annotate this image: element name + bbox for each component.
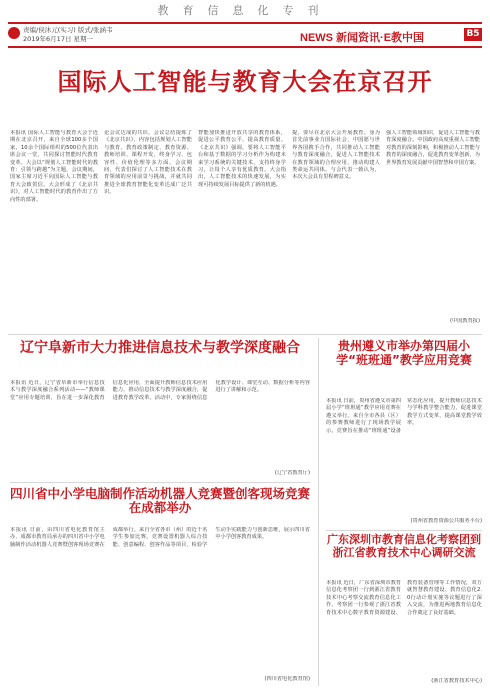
story-liaoning-headline: 辽宁阜新市大力推进信息技术与教学深度融合 (20, 340, 300, 356)
newspaper-logo-icon (8, 27, 20, 39)
column-divider (318, 338, 319, 686)
story-sichuan-headline: 四川省中小学电脑制作活动机器人竞赛暨创客现场竞赛在成都举办 (10, 486, 311, 516)
story-shenzhen-headline: 广东深圳市教育信息化考察团到浙江省教育技术中心调研交流 (327, 533, 481, 559)
lead-column-3: 智能加快推进开放共享的教育体系，促进公平教育公平，提高教育质量。《北京共识》强调，要将人工智能平台和基于数据的学习分析作为构建未来学习系统的关键技术，支持终身学习，让每个人享有优质教育。大会指出，人工智能技术的快速发展，为实现可持续发展目标提供了新的机遇。 (198, 130, 286, 188)
right-story-divider (326, 530, 482, 531)
issue-date: 2019年6月17日 星期一 (23, 35, 94, 43)
lead-column-4: 提，要尽在北京大会开展教育。身为首先前事业力国际社会，中国愿与世界各国携手合作，共同推动人工智能与教育深度融合，促进人工智能技术在教育领域的合理应用，推动构建人类命运共同体。与会代表一致认为，本次大会具有里程碑意义。 (292, 130, 380, 181)
story-liaoning-source: (辽宁省教育厅) (274, 470, 310, 476)
story-guizhou-source: (贵州省教育资源公共服务平台) (410, 518, 482, 524)
lead-source: (中国教育报) (450, 318, 480, 324)
story-guizhou-text: 本报讯 日前，贵州省遵义市第四届小学“班班通”教学应用竞赛在遵义举行。来自全市各县（区）的参赛教师进行了现场教学展示。竞赛旨在推动“班班通”设备常态化应用，提升教师信息技术与学科教学整合能力，促进课堂教学方式变革，提高课堂教学效率。 (326, 398, 482, 434)
top-banner: 教育信息化专刊 (157, 4, 333, 17)
story-sichuan-text: 本报讯 日前，由四川省电化教育馆主办、成都市教育局承办的四川省中小学电脑制作活动机器人竞赛暨创客现场竞赛在成都举行。来自全省各市（州）的近千名学生参加比赛。竞赛设置机器人综合技能、创意编程、创客作品等项目，检验学生动手实践能力与创新思维，展示四川省中小学创客教育成果。 (10, 527, 310, 548)
left-story-divider (10, 482, 310, 483)
page-number: B5 (464, 28, 482, 41)
story-shenzhen-text: 本报讯 近日，广东省深圳市教育信息化考察团一行到浙江省教育技术中心考察交流教育信息化工作。考察团一行参观了浙江省教育技术中心数字教育资源建设、教育装备管理等工作情况，双方就智慧教育建设、教育信息化2.0行动计划实施等议题进行了深入交流，为推进两地教育信息化合作奠定了良好基础。 (326, 580, 482, 616)
lead-column-5: 强人工智能领域知识，促进人工智能与教育深度融合。中国政府高度重视人工智能对教育的深刻影响，积极推动人工智能与教育的深度融合，促进教育变革创新，为世界教育发展贡献中国智慧和中国方案。 (386, 130, 480, 166)
story-sichuan-source: (四川省电化教育馆) (264, 676, 310, 682)
section-divider (8, 334, 482, 335)
story-liaoning-text: 本报讯 近日，辽宁省阜新市举行信息技术与教学深度融合系列活动——“教师课堂”应用专题培训，旨在进一步深化教育信息化应用，全面提升教师信息技术应用能力，推动信息技术与教学深度融合，促进教育教学改革。活动中，专家围绕信息化教学设计、课堂互动、数据分析等内容进行了讲解和示范。 (10, 380, 310, 401)
lead-column-2: 论会议达成的共识，会议总结提炼了《北京共识》，内容包括规划人工智能与教育、教育政策制定、教育资源、教师培训、课程开发、终身学习、包容性、价值伦理等多方面。会议期间，代表们探讨了人工智能技术在教育领域的应用前景与挑战，并就共同推进全球教育智能化变革达成广泛共识。 (104, 130, 192, 196)
lead-column-1: 本报讯 国际人工智能与教育大会于近期在北京召开，来自全球100多个国家、10余个国际组织的500位代表出席会议一堂，共同探讨智能时代教育变革。大会以“规划人工智能时代的教育：引领与跨越”为主题，会议期间，国家主席习近平向国际人工智能与教育大会致贺信。大会形成了《北京共识》，对人工智能时代的教育作出了方向性的部署。 (10, 130, 98, 203)
story-shenzhen-source: (浙江省教育技术中心) (431, 678, 482, 684)
story-guizhou-headline: 贵州遵义市举办第四届小学“班班通”教学应用竞赛 (336, 339, 472, 367)
header-bottom-rule (8, 46, 482, 48)
edition-info: 责编/侯沐元(实习) 版式/张涵韦 (23, 26, 113, 34)
top-rule (8, 22, 482, 24)
lead-headline: 国际人工智能与教育大会在京召开 (57, 68, 433, 96)
section-label: NEWS 新闻资讯·E教中国 (300, 32, 425, 44)
